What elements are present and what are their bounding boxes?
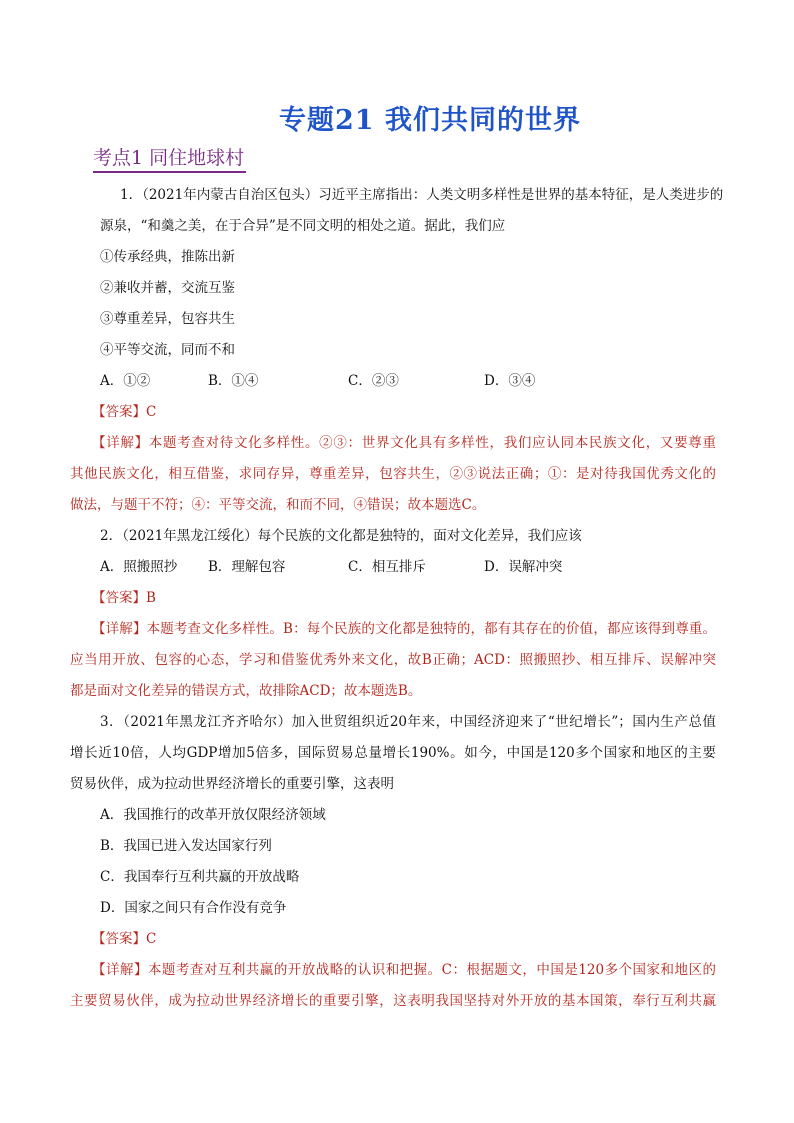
choice-a: A．照搬照抄 xyxy=(100,559,178,575)
choice-c: C．相互排斥 xyxy=(348,559,426,575)
question-1-choices xyxy=(100,366,716,397)
document-body xyxy=(70,180,724,1017)
question-2-answer: 【答案】B xyxy=(92,590,156,606)
question-3-detail-line-2: 主要贸易伙伴，成为拉动世界经济增长的重要引擎，这表明我国坚持对外开放的基本国策，奉行互利共赢 xyxy=(70,993,716,1009)
question-1-stem-line-2: 源泉，“和羹之美，在于合异”是不同文明的相处之道。据此，我们应 xyxy=(100,218,506,234)
question-1-item-2: ②兼收并蓄，交流互鉴 xyxy=(100,280,235,296)
question-3-choice-d: D．国家之间只有合作没有竞争 xyxy=(100,900,287,916)
section-heading: 考点1 同住地球村 xyxy=(93,146,246,173)
question-2-detail-line-3: 都是面对文化差异的错误方式，故排除ACD；故本题选B。 xyxy=(70,683,422,699)
question-1-item-1: ①传承经典，推陈出新 xyxy=(100,249,235,265)
choice-d: D．误解冲突 xyxy=(484,559,563,575)
choice-b: B．理解包容 xyxy=(208,559,286,575)
question-1-item-4: ④平等交流，同而不和 xyxy=(100,342,235,358)
question-2-choices xyxy=(100,552,716,583)
choice-c: C．②③ xyxy=(348,373,399,389)
question-3-stem-line-3: 贸易伙伴，成为拉动世界经济增长的重要引擎，这表明 xyxy=(70,776,394,792)
question-1-item-3: ③尊重差异，包容共生 xyxy=(100,311,235,327)
question-1-stem-line-1: 1．（2021年内蒙古自治区包头）习近平主席指出：人类文明多样性是世界的基本特征，是人类进步的 xyxy=(120,187,724,203)
question-3-answer: 【答案】C xyxy=(92,931,157,947)
question-2-stem: 2．（2021年黑龙江绥化）每个民族的文化都是独特的，面对文化差异，我们应该 xyxy=(100,528,582,544)
page-title: 专题21 我们共同的世界 xyxy=(279,105,581,136)
question-1-detail-line-3: 做法，与题干不符；④：平等交流，和而不同，④错误；故本题选C。 xyxy=(70,497,486,513)
question-3-stem-line-2: 增长近10倍，人均GDP增加5倍多，国际贸易总量增长190%。如今，中国是120多个国家和地区的主要 xyxy=(70,745,716,761)
question-3-choice-a: A．我国推行的改革开放仅限经济领域 xyxy=(100,807,326,823)
question-1-detail-line-2: 其他民族文化，相互借鉴，求同存异，尊重差异，包容共生，②③说法正确；①：是对待我国优秀文化的 xyxy=(70,466,716,482)
question-2-detail-line-1: 【详解】本题考查文化多样性。B：每个民族的文化都是独特的，都有其存在的价值，都应该得到尊重。 xyxy=(92,621,716,637)
choice-a: A．①② xyxy=(100,373,151,389)
question-3-stem-line-1: 3．（2021年黑龙江齐齐哈尔）加入世贸组织近20年来，中国经济迎来了“世纪增长”；国内生产总值 xyxy=(100,714,716,730)
question-1-detail-line-1: 【详解】本题考查对待文化多样性。②③：世界文化具有多样性，我们应认同本民族文化，又要尊重 xyxy=(92,435,716,451)
question-3-detail-line-1: 【详解】本题考查对互利共赢的开放战略的认识和把握。C：根据题文，中国是120多个国家和地区的 xyxy=(92,962,716,978)
question-2-detail-line-2: 应当用开放、包容的心态，学习和借鉴优秀外来文化，故B正确；ACD：照搬照抄、相互排斥、误解冲突 xyxy=(70,652,716,668)
choice-b: B．①④ xyxy=(208,373,259,389)
question-3-choice-c: C．我国奉行互利共赢的开放战略 xyxy=(100,869,300,885)
question-3-choice-b: B．我国已进入发达国家行列 xyxy=(100,838,272,854)
question-1-answer: 【答案】C xyxy=(92,404,157,420)
choice-d: D．③④ xyxy=(484,373,536,389)
